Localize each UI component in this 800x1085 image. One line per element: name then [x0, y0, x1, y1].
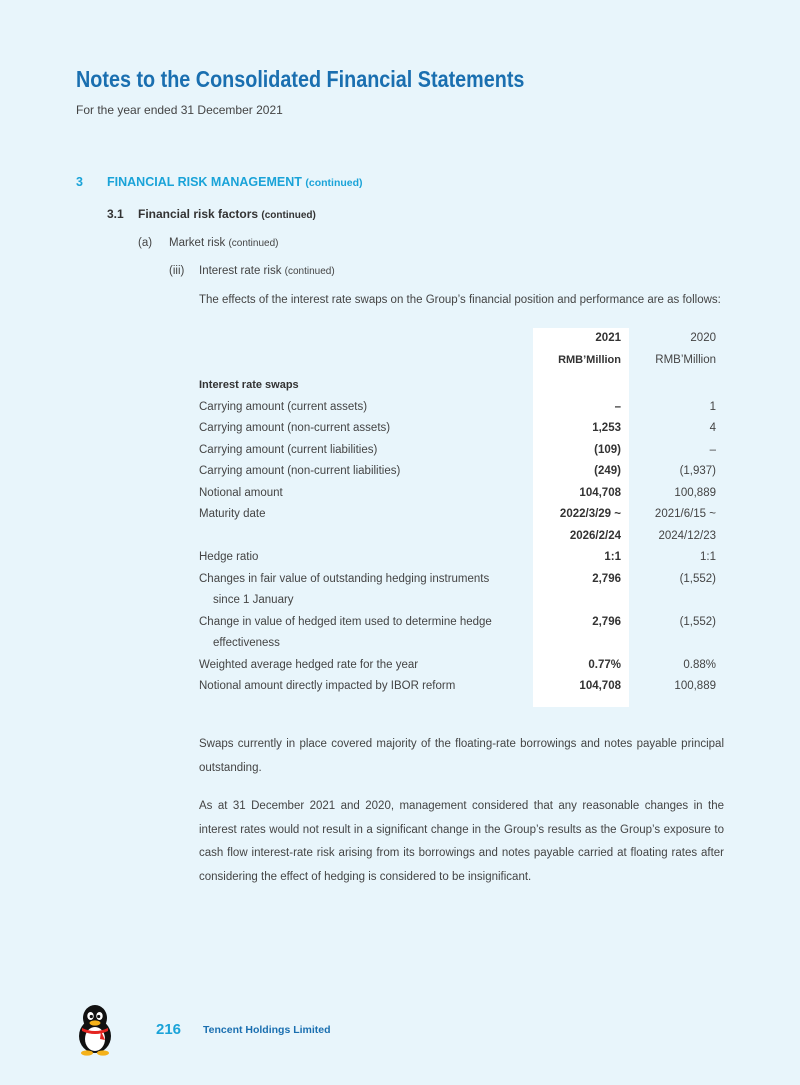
- value-2021: (249): [594, 465, 621, 477]
- value-2020: (1,937): [679, 465, 716, 477]
- section-heading: [107, 175, 363, 189]
- value-2020: 100,889: [674, 486, 716, 499]
- section-title: FINANCIAL RISK MANAGEMENT: [107, 175, 302, 189]
- swaps-table: [199, 328, 724, 698]
- row-label: Maturity date: [199, 508, 266, 520]
- value-2021: 104,708: [579, 680, 621, 692]
- page-title: Notes to the Consolidated Financial Statements: [76, 66, 525, 92]
- table-body: [199, 397, 724, 698]
- paragraph-swaps-coverage: Swaps currently in place covered majority of the floating-rate borrowings and notes payable principal outstanding.: [199, 738, 724, 774]
- unit-2021: RMB’Million: [558, 353, 621, 366]
- value-2021: 2022/3/29 ~: [559, 508, 621, 520]
- subsection-number: 3.1: [107, 207, 124, 221]
- subsection-continued: (continued): [261, 210, 316, 221]
- row-label: [199, 590, 294, 612]
- value-2021: (109): [594, 443, 621, 456]
- table-header-years: [199, 328, 724, 350]
- header-2020: 2020: [690, 332, 716, 344]
- item-a-heading: [169, 237, 278, 249]
- row-label: Notional amount: [199, 486, 283, 499]
- table-row: [199, 569, 724, 591]
- table-row: [199, 397, 724, 419]
- row-label: Changes in fair value of outstanding hedging instruments: [199, 572, 490, 585]
- value-2020: (1,552): [679, 615, 716, 628]
- value-2021: 1:1: [604, 551, 621, 563]
- table-row: [199, 612, 724, 634]
- row-label-continuation: effectiveness: [213, 637, 280, 649]
- item-a-title: Market risk: [169, 237, 226, 249]
- item-iii-title: Interest rate risk: [199, 265, 282, 277]
- page-subtitle: For the year ended 31 December 2021: [76, 103, 283, 117]
- paragraph-sensitivity: As at 31 December 2021 and 2020, management considered that any reasonable changes in the interest rates would not result in a significant change in the Group’s results as the Group’s exposure to cash flow interest-rate risk arising from its borrowings and notes payable carried at floating rates after considering the effect of hedging is considered to be insignificant.: [199, 800, 724, 883]
- item-iii-number: (iii): [169, 265, 185, 277]
- item-iii-heading: [199, 265, 335, 277]
- row-label: [199, 633, 280, 655]
- value-2020: 2024/12/23: [658, 529, 716, 542]
- value-2020: –: [709, 443, 716, 456]
- unit-2020: RMB’Million: [655, 353, 716, 366]
- section-continued: (continued): [305, 177, 363, 189]
- value-2020: 2021/6/15 ~: [654, 508, 716, 520]
- row-label: Carrying amount (current assets): [199, 400, 368, 413]
- table-row: [199, 676, 724, 698]
- section-number: 3: [76, 175, 83, 189]
- table-group-heading: Interest rate swaps: [199, 379, 299, 391]
- table-row: [199, 483, 724, 505]
- item-a-number: (a): [138, 237, 153, 249]
- row-label: Carrying amount (non-current assets): [199, 422, 391, 434]
- footer-page-number: 216: [156, 1021, 182, 1038]
- row-label: Hedge ratio: [199, 551, 259, 563]
- subsection-title: Financial risk factors: [138, 207, 259, 221]
- value-2021: –: [614, 400, 621, 413]
- header-2021: 2021: [595, 332, 621, 344]
- table-row: [199, 547, 724, 569]
- subsection-heading: [138, 207, 316, 221]
- row-label-continuation: since 1 January: [213, 594, 294, 606]
- table-header-units: [199, 350, 724, 372]
- value-2021: 2026/2/24: [569, 529, 621, 542]
- table-row: [199, 418, 724, 440]
- table-row: [199, 633, 724, 655]
- table-row: [199, 526, 724, 548]
- footer-company-name: Tencent Holdings Limited: [203, 1024, 331, 1036]
- row-label: Notional amount directly impacted by IBOR reform: [199, 680, 456, 692]
- value-2021: 2,796: [592, 572, 621, 585]
- row-label: Carrying amount (current liabilities): [199, 443, 378, 456]
- value-2020: 1:1: [700, 551, 716, 563]
- row-label: Weighted average hedged rate for the year: [199, 658, 419, 671]
- row-label: Carrying amount (non-current liabilities): [199, 465, 401, 477]
- row-label: Change in value of hedged item used to determine hedge: [199, 615, 492, 628]
- value-2021: 1,253: [592, 422, 621, 434]
- value-2020: (1,552): [679, 572, 716, 585]
- value-2020: 100,889: [674, 680, 716, 692]
- item-iii-continued: (continued): [284, 266, 335, 277]
- value-2020: 4: [709, 422, 716, 434]
- value-2020: 0.88%: [683, 658, 716, 671]
- intro-text: The effects of the interest rate swaps on the Group’s financial position and performance are as follows:: [199, 294, 721, 306]
- table-row: [199, 504, 724, 526]
- table-row: [199, 440, 724, 462]
- value-2021: 2,796: [592, 615, 621, 628]
- qq-penguin-icon: [74, 1004, 116, 1056]
- value-2021: 0.77%: [588, 658, 621, 671]
- table-row: [199, 461, 724, 483]
- item-a-continued: (continued): [228, 238, 279, 249]
- value-2021: 104,708: [579, 486, 621, 499]
- table-row: [199, 655, 724, 677]
- value-2020: 1: [709, 400, 716, 413]
- table-group-heading-row: [199, 375, 724, 397]
- table-row: [199, 590, 724, 612]
